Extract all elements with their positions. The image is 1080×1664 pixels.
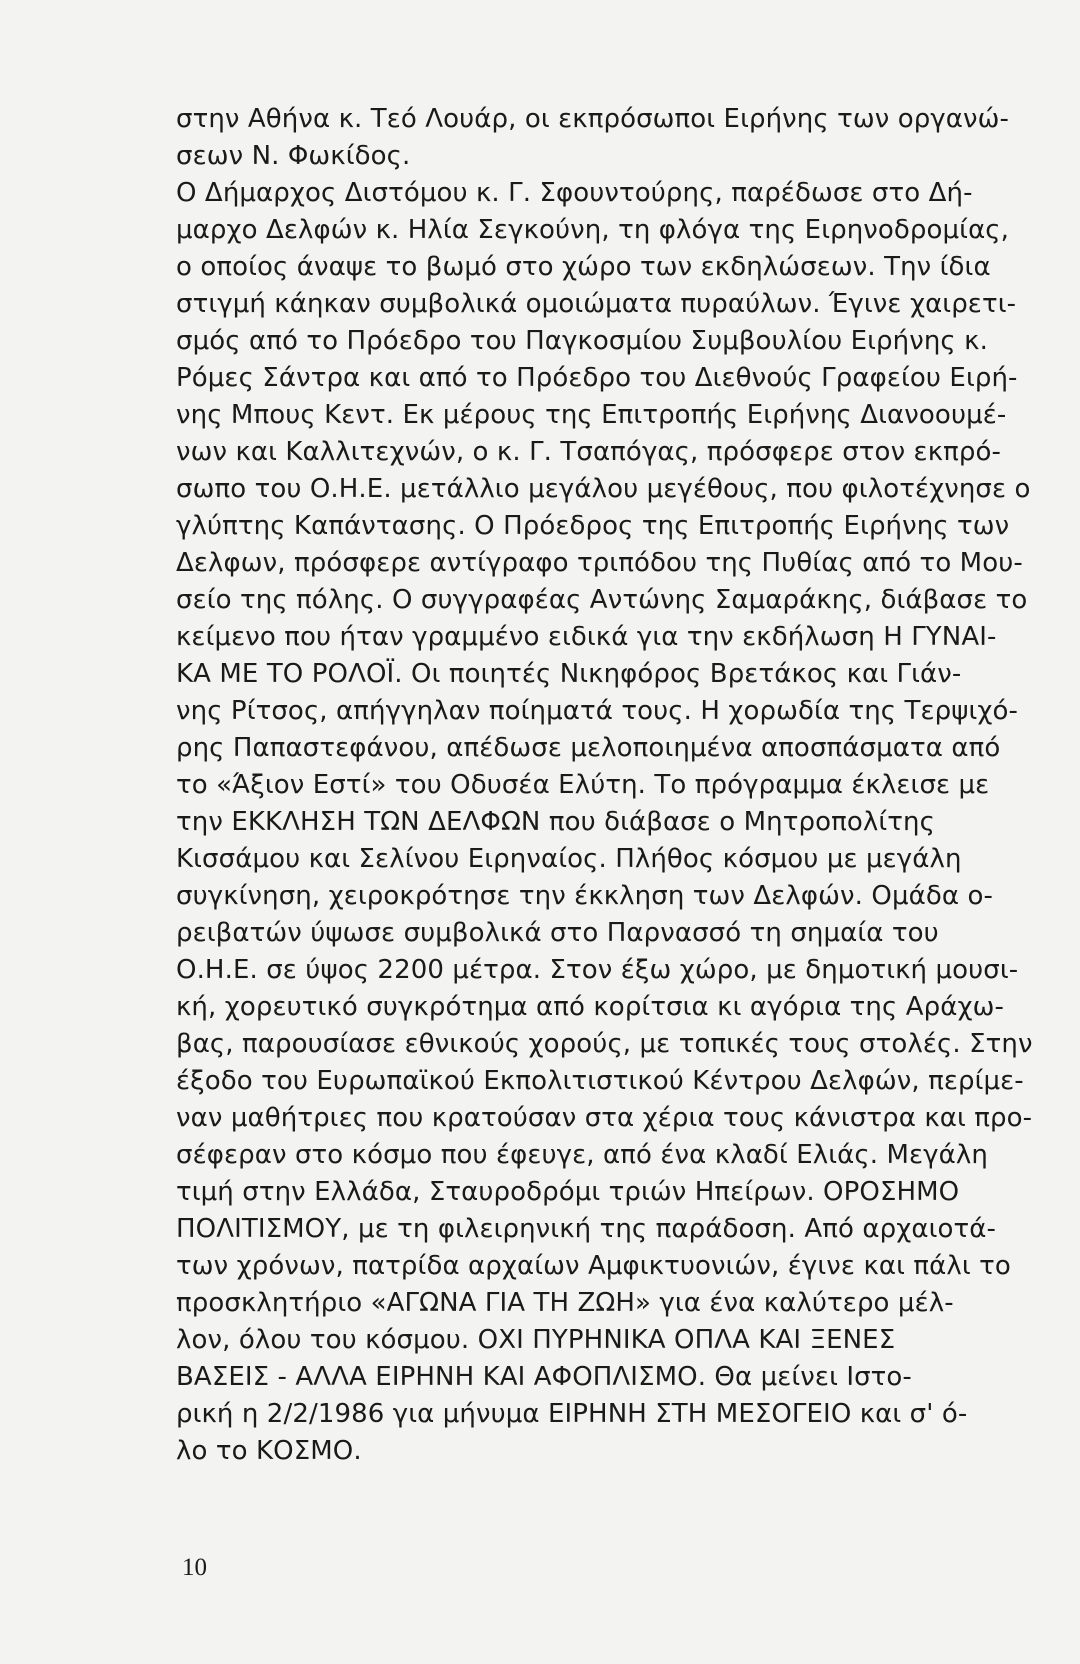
text-line: νης Ρίτσος, απήγγηλαν ποίηματά τους. Η χορωδία της Τερψιχό- — [176, 696, 1019, 726]
text-line: νων και Καλλιτεχνών, ο κ. Γ. Τσαπόγας, πρόσφερε στον εκπρό- — [176, 437, 1001, 467]
text-line: των χρόνων, πατρίδα αρχαίων Αμφικτυονιών, έγινε και πάλι το — [176, 1251, 1011, 1281]
text-line: τιμή στην Ελλάδα, Σταυροδρόμι τριών Ηπείρων. ΟΡΟΣΗΜΟ — [176, 1177, 960, 1207]
text-line: ρική η 2/2/1986 για μήνυμα ΕΙΡΗΝΗ ΣΤΗ ΜΕΣΟΓΕΙΟ και σ' ό- — [176, 1399, 968, 1429]
text-line: κή, χορευτικό συγκρότημα από κορίτσια κι αγόρια της Αράχω- — [176, 992, 1004, 1022]
text-line: έξοδο του Ευρωπαϊκού Εκπολιτιστικού Κέντρου Δελφών, περίμε- — [176, 1066, 1024, 1096]
text-line: προσκλητήριο «ΑΓΩΝΑ ΓΙΑ ΤΗ ΖΩΗ» για ένα καλύτερο μέλ- — [176, 1288, 954, 1318]
text-line: λο το ΚΟΣΜΟ. — [176, 1436, 362, 1466]
text-line: την ΕΚΚΛΗΣΗ ΤΩΝ ΔΕΛΦΩΝ που διάβασε ο Μητροπολίτης — [176, 807, 935, 837]
text-line: ναν μαθήτριες που κρατούσαν στα χέρια τους κάνιστρα και προ- — [176, 1103, 1033, 1133]
text-line: ΚΑ ΜΕ ΤΟ ΡΟΛΟΪ. Οι ποιητές Νικηφόρος Βρετάκος και Γιάν- — [176, 659, 962, 689]
text-line: βας, παρουσίασε εθνικούς χορούς, με τοπικές τους στολές. Στην — [176, 1029, 1033, 1059]
text-line: σωπο του Ο.Η.Ε. μετάλλιο μεγάλου μεγέθους, που φιλοτέχνησε ο — [176, 474, 1031, 504]
text-line: στην Αθήνα κ. Τεό Λουάρ, οι εκπρόσωποι Ειρήνης των οργανώ- — [176, 104, 1010, 134]
text-line: ο οποίος άναψε το βωμό στο χώρο των εκδηλώσεων. Την ίδια — [176, 252, 991, 282]
text-line: γλύπτης Καπάντασης. Ο Πρόεδρος της Επιτροπής Ειρήνης των — [176, 511, 1010, 541]
page-number: 10 — [182, 1554, 207, 1581]
text-line: σέφεραν στο κόσμο που έφευγε, από ένα κλαδί Ελιάς. Μεγάλη — [176, 1140, 988, 1170]
text-line: ρης Παπαστεφάνου, απέδωσε μελοποιημένα αποσπάσματα από — [176, 733, 1001, 763]
body-text — [176, 101, 1036, 1470]
text-line: ρειβατών ύψωσε συμβολικά στο Παρνασσό τη σημαία του — [176, 918, 939, 948]
text-line: νης Μπους Κεντ. Εκ μέρους της Επιτροπής Ειρήνης Διανοουμέ- — [176, 400, 1007, 430]
text-line: ΒΑΣΕΙΣ - ΑΛΛΑ ΕΙΡΗΝΗ ΚΑΙ ΑΦΟΠΛΙΣΜΟ. Θα μείνει Ιστο- — [176, 1362, 912, 1392]
text-line: Ο.Η.Ε. σε ύψος 2200 μέτρα. Στον έξω χώρο, με δημοτική μουσι- — [176, 955, 1019, 985]
text-line: στιγμή κάηκαν συμβολικά ομοιώματα πυραύλων. Έγινε χαιρετι- — [176, 289, 1017, 319]
text-line: Ρόμες Σάντρα και από το Πρόεδρο του Διεθνούς Γραφείου Ειρή- — [176, 363, 1018, 393]
text-line: κείμενο που ήταν γραμμένο ειδικά για την εκδήλωση Η ΓΥΝΑΙ- — [176, 622, 997, 652]
text-line: Ο Δήμαρχος Διστόμου κ. Γ. Σφουντούρης, παρέδωσε στο Δή- — [176, 178, 973, 208]
text-line: σείο της πόλης. Ο συγγραφέας Αντώνης Σαμαράκης, διάβασε το — [176, 585, 1028, 615]
text-line: Κισσάμου και Σελίνου Ειρηναίος. Πλήθος κόσμου με μεγάλη — [176, 844, 962, 874]
text-line: μαρχο Δελφών κ. Ηλία Σεγκούνη, τη φλόγα της Ειρηνοδρομίας, — [176, 215, 1010, 245]
text-line: ΠΟΛΙΤΙΣΜΟΥ, με τη φιλειρηνική της παράδοση. Από αρχαιοτά- — [176, 1214, 996, 1244]
text-line: σμός από το Πρόεδρο του Παγκοσμίου Συμβουλίου Ειρήνης κ. — [176, 326, 988, 356]
text-line: Δελφων, πρόσφερε αντίγραφο τριπόδου της Πυθίας από το Μου- — [176, 548, 1023, 578]
text-line: το «Άξιον Εστί» του Οδυσέα Ελύτη. Το πρόγραμμα έκλεισε με — [176, 770, 990, 800]
text-line: λον, όλου του κόσμου. ΟΧΙ ΠΥΡΗΝΙΚΑ ΟΠΛΑ ΚΑΙ ΞΕΝΕΣ — [176, 1325, 896, 1355]
text-line: σεων Ν. Φωκίδος. — [176, 141, 411, 171]
text-line: συγκίνηση, χειροκρότησε την έκκληση των Δελφών. Ομάδα ο- — [176, 881, 993, 911]
